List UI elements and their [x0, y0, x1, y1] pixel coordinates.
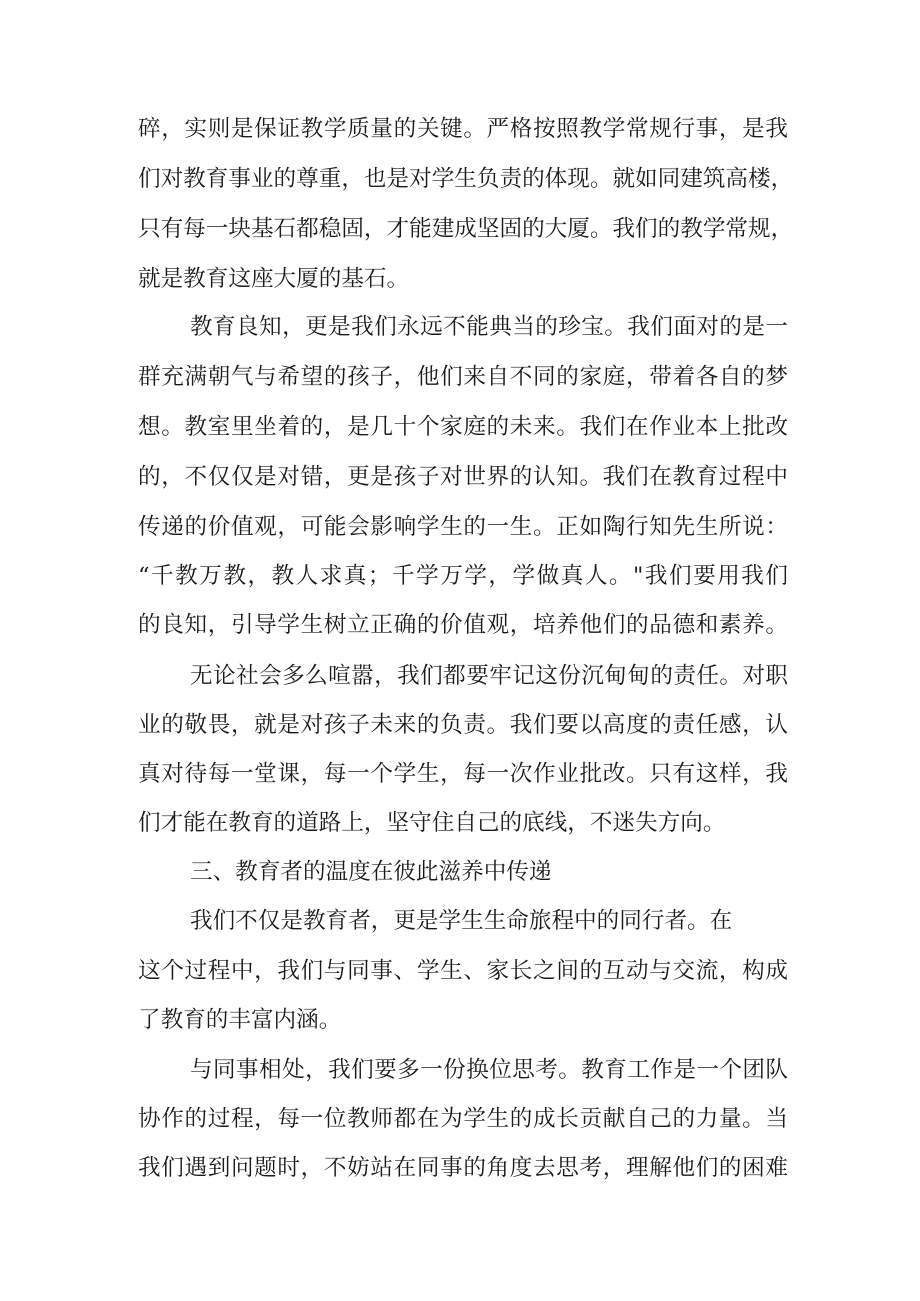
- text-line: 我们不仅是教育者，更是学生生命旅程中的同行者。在: [190, 908, 733, 934]
- text-line: 碎，实则是保证教学质量的关键。严格按照教学常规行事，是我: [138, 116, 788, 142]
- section-heading: 三、教育者的温度在彼此滋养中传递: [190, 859, 552, 885]
- text-line: 我们遇到问题时，不妨站在同事的角度去思考，理解他们的困难: [138, 1155, 788, 1181]
- text-line: 业的敬畏，就是对孩子未来的负责。我们要以高度的责任感，认: [138, 712, 788, 738]
- text-line: 真对待每一堂课，每一个学生，每一次作业批改。只有这样，我: [138, 761, 788, 787]
- text-line: 只有每一块基石都稳固，才能建成坚固的大厦。我们的教学常规，: [138, 216, 794, 242]
- text-line: 了教育的丰富内涵。: [138, 1007, 342, 1033]
- text-line: 就是教育这座大厦的基石。: [138, 266, 410, 292]
- text-line: 们才能在教育的道路上，坚守住自己的底线，不迷失方向。: [138, 810, 726, 836]
- text-line: 教育良知，更是我们永远不能典当的珍宝。我们面对的是一: [190, 314, 788, 340]
- text-line: 群充满朝气与希望的孩子，他们来自不同的家庭，带着各自的梦: [138, 364, 788, 390]
- text-line: 们对教育事业的尊重，也是对学生负责的体现。就如同建筑高楼，: [138, 166, 794, 192]
- text-line: 的良知，引导学生树立正确的价值观，培养他们的品德和素养。: [138, 612, 788, 638]
- text-line: 与同事相处，我们要多一份换位思考。教育工作是一个团队: [190, 1057, 788, 1083]
- text-line: 传递的价值观，可能会影响学生的一生。正如陶行知先生所说：: [138, 514, 788, 540]
- text-line: 想。教室里坐着的，是几十个家庭的未来。我们在作业本上批改: [138, 414, 788, 440]
- text-line: 这个过程中，我们与同事、学生、家长之间的互动与交流，构成: [138, 958, 788, 984]
- text-line: 的，不仅仅是对错，更是孩子对世界的认知。我们在教育过程中: [138, 464, 788, 490]
- text-line: 无论社会多么喧嚣，我们都要牢记这份沉甸甸的责任。对职: [190, 663, 788, 689]
- text-line: “千教万教，教人求真；千学万学，学做真人。"我们要用我们: [138, 563, 788, 589]
- text-line: 协作的过程，每一位教师都在为学生的成长贡献自己的力量。当: [138, 1106, 788, 1132]
